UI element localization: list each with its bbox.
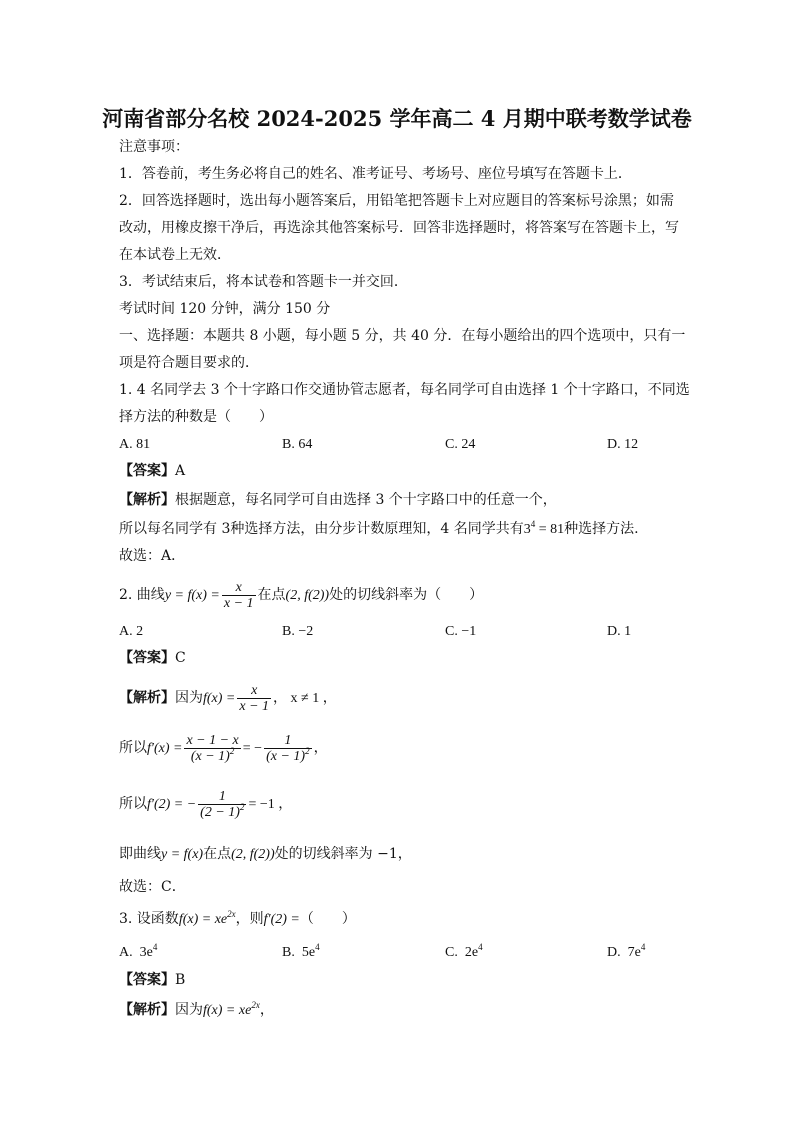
option-base: 2e <box>464 945 479 960</box>
denominator-exponent: 2 <box>229 745 235 756</box>
q1-option-c: C. 24 <box>445 437 476 452</box>
notice-item-2-line-1: 2．回答选择题时，选出每小题答案后，用铅笔把答题卡上对应题目的答案标号涂黑；如需 <box>119 193 674 209</box>
fraction-numerator: x <box>237 683 271 699</box>
q2-analysis-line-4 <box>119 845 675 864</box>
analysis-text: ， <box>259 1002 274 1018</box>
stem-text: 处的切线斜率为（ ） <box>329 587 484 603</box>
answer-label: 【答案】 <box>119 650 175 666</box>
math-base: 3 <box>523 522 531 537</box>
q3-option-b <box>282 944 320 962</box>
denominator-base: (x − 1) <box>266 748 306 764</box>
math-condition: ， x ≠ 1 ， <box>273 691 337 706</box>
q2-conclusion: 故选：C． <box>119 879 186 895</box>
q1-analysis-line-1 <box>119 491 675 509</box>
stem-text: （ ） <box>299 911 356 927</box>
q1-option-d: D. 12 <box>607 437 639 452</box>
q1-option-a: A. 81 <box>119 437 151 452</box>
fraction-denominator <box>264 745 312 764</box>
fraction-denominator <box>198 801 246 820</box>
q3-answer <box>119 971 675 989</box>
analysis-text: 所以每名同学有 3种选择方法，由分步计数原理知，4 名同学共有 <box>119 521 524 537</box>
analysis-text: 根据题意，每名同学可自由选择 3 个十字路口中的任意一个， <box>175 492 557 508</box>
option-base: 5e <box>301 945 316 960</box>
denominator-base: (2 − 1) <box>200 804 240 820</box>
answer-label: 【答案】 <box>119 463 175 479</box>
math-operator: = − <box>242 741 263 756</box>
q2-analysis-line-1 <box>119 680 675 716</box>
q2-option-c: C. −1 <box>445 624 477 639</box>
math-exponent: 2x <box>227 909 236 919</box>
q2-stem <box>119 578 675 612</box>
denominator-exponent: 2 <box>305 745 310 756</box>
analysis-label: 【解析】 <box>119 492 175 508</box>
q2-option-b: B. −2 <box>282 624 314 639</box>
option-label: D. <box>607 945 621 960</box>
q1-analysis-line-2 <box>119 520 675 539</box>
notice-item-1: 1．答卷前，考生务必将自己的姓名、准考证号、考场号、座位号填写在答题卡上． <box>119 166 632 182</box>
analysis-text: 种选择方法. <box>564 521 639 537</box>
option-exponent: 4 <box>478 942 483 952</box>
notice-item-2-line-3: 在本试卷上无效． <box>119 247 231 263</box>
fraction-denominator: x − 1 <box>223 595 254 611</box>
q3-option-a <box>119 944 157 962</box>
q3-stem <box>119 910 675 929</box>
question-number: 2. 曲线 <box>119 587 165 603</box>
option-exponent: 4 <box>640 942 646 952</box>
math-fraction <box>198 789 246 820</box>
math-fraction <box>222 580 256 611</box>
analysis-label: 【解析】 <box>119 690 175 706</box>
math-exponent: 2x <box>251 1000 260 1010</box>
option-label: A. <box>119 945 133 960</box>
option-label: C. <box>445 945 458 960</box>
math-fraction <box>184 733 240 764</box>
stem-text: 在点 <box>257 587 286 603</box>
math-result: = −1 ， <box>248 797 293 812</box>
math-fraction <box>264 733 312 764</box>
math-rest: = 81 <box>535 522 565 537</box>
math-fraction <box>237 683 271 714</box>
math-expression: f′(2) = − <box>147 797 197 812</box>
q2-analysis-line-2 <box>119 728 675 768</box>
answer-value: B <box>175 972 186 988</box>
notice-item-2-line-2: 改动，用橡皮擦干净后，再选涂其他答案标号．回答非选择题时，将答案写在答题卡上，写 <box>119 220 679 236</box>
q2-option-a: A. 2 <box>119 624 144 639</box>
math-expression: y = f(x) <box>161 847 204 862</box>
math-expression <box>178 909 236 927</box>
analysis-text: 因为 <box>175 690 203 706</box>
q1-option-b: B. 64 <box>282 437 313 452</box>
section-heading-line-2: 项是符合题目要求的． <box>119 355 259 371</box>
q2-analysis-line-3 <box>119 784 675 824</box>
notice-heading: 注意事项： <box>119 139 189 155</box>
page-title: 河南省部分名校 2024-2025 学年高二 4 月期中联考数学试卷 <box>102 106 692 131</box>
answer-value: C <box>175 650 186 666</box>
fraction-denominator <box>184 745 240 764</box>
notice-item-3: 3．考试结束后，将本试卷和答题卡一并交回． <box>119 274 408 290</box>
option-base: 7e <box>627 945 641 960</box>
fraction-numerator: 1 <box>264 733 312 749</box>
option-label: B. <box>282 945 295 960</box>
option-exponent: 4 <box>315 942 320 952</box>
math-expression: f′(2) = <box>263 912 300 927</box>
math-expression: f(x) = <box>203 691 236 706</box>
math-expression: y = f(x) = <box>164 588 220 603</box>
analysis-text: 所以 <box>119 796 147 812</box>
denominator-exponent: 2 <box>239 801 245 812</box>
math-exponent: 4 <box>530 519 536 529</box>
analysis-text: 即曲线 <box>119 846 161 862</box>
q3-option-c <box>445 944 483 962</box>
option-exponent: 4 <box>152 942 158 952</box>
q1-conclusion: 故选：A． <box>119 548 186 564</box>
analysis-text: 所以 <box>119 740 147 756</box>
q1-stem-line-2: 择方法的种数是（ ） <box>119 409 273 425</box>
math-base: f(x) = xe <box>203 1003 252 1018</box>
fraction-numerator: x <box>222 580 256 596</box>
q3-option-d <box>607 944 645 962</box>
q1-stem-line-1: 1. 4 名同学去 3 个十字路口作交通协管志愿者，每名同学可自由选择 1 个十字路口，不同选 <box>119 382 690 398</box>
math-expression <box>523 519 565 537</box>
stem-text: ，则 <box>235 911 264 927</box>
fraction-numerator: 1 <box>198 789 246 805</box>
math-point: (2, f(2)) <box>285 588 330 603</box>
fraction-denominator: x − 1 <box>239 698 270 714</box>
denominator-base: (x − 1) <box>190 748 230 764</box>
exam-info: 考试时间 120 分钟，满分 150 分 <box>119 301 331 317</box>
section-heading-line-1: 一、选择题：本题共 8 小题，每小题 5 分，共 40 分．在每小题给出的四个选项中，只有一 <box>119 328 686 344</box>
math-point: (2, f(2)) <box>231 847 275 862</box>
fraction-numerator: x − 1 − x <box>186 732 239 748</box>
analysis-text: ， <box>313 740 328 756</box>
analysis-text: 因为 <box>175 1002 203 1018</box>
answer-value: A <box>175 463 186 479</box>
question-number: 3. 设函数 <box>119 911 179 927</box>
answer-label: 【答案】 <box>119 972 175 988</box>
option-base: 3e <box>139 945 153 960</box>
math-expression: f′(x) = <box>147 741 183 756</box>
q1-answer <box>119 462 675 480</box>
q2-answer <box>119 649 675 667</box>
analysis-text: 在点 <box>203 846 232 862</box>
math-base: f(x) = xe <box>178 912 228 927</box>
q2-option-d: D. 1 <box>607 624 632 639</box>
analysis-label: 【解析】 <box>119 1002 175 1018</box>
q3-analysis-line-1 <box>119 1001 675 1020</box>
analysis-text: 处的切线斜率为 −1， <box>274 846 412 862</box>
math-expression <box>203 1000 260 1018</box>
